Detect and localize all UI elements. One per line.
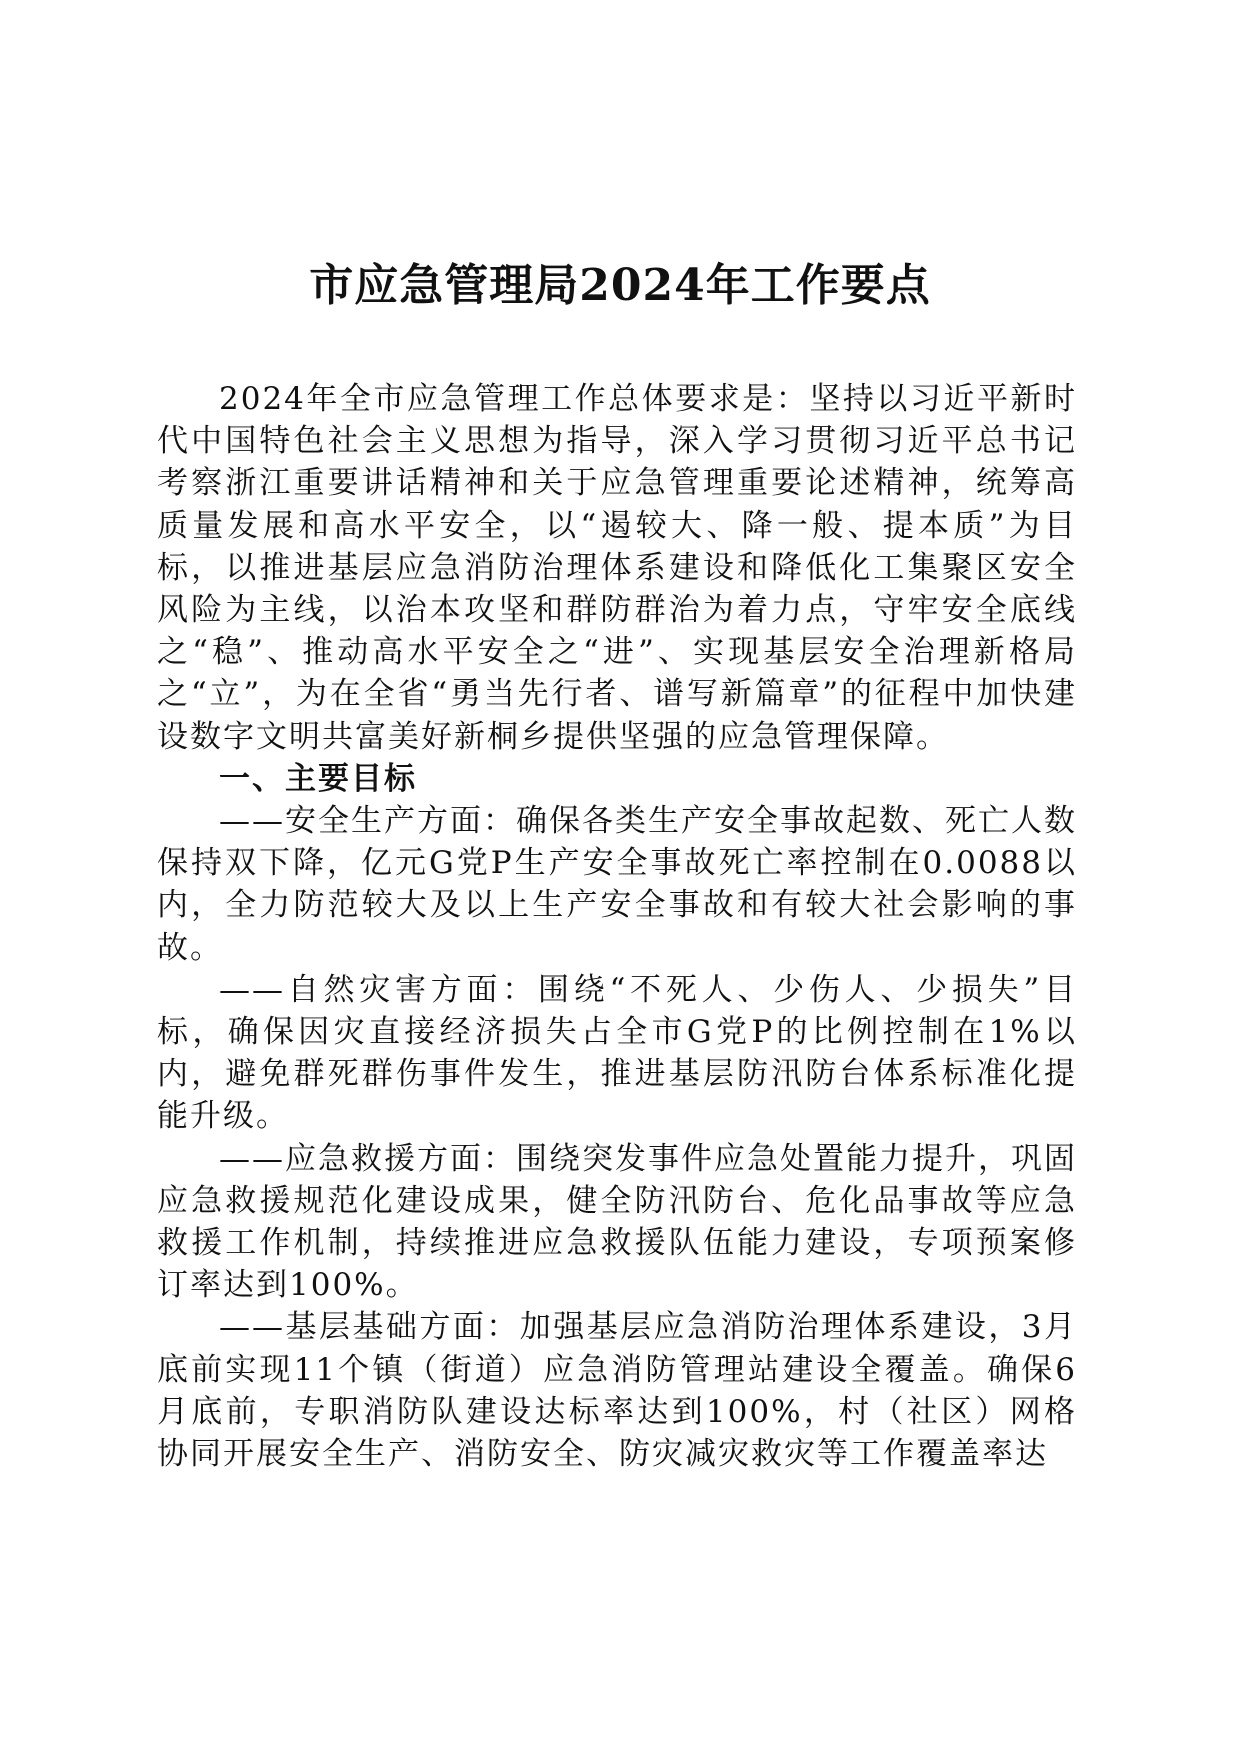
section-heading-main-goals: 一、主要目标 [219, 760, 417, 797]
intro-paragraph: 2024年全市应急管理工作总体要求是：坚持以习近平新时代中国特色社会主义思想为指导，深入学习贯彻习近平总书记考察浙江重要讲话精神和关于应急管理重要论述精神，统筹高质量发展和高水平安全，以“遏较大、降一般、提本质”为目标，以推进基层应急消防治理体系建设和降低化工集聚区安全风险为主线，以治本攻坚和群防群治为着力点，守牢安全底线之“稳”、推动高水平安全之“进”、实现基层安全治理新格局之“立”，为在全省“勇当先行者、谱写新篇章”的征程中加快建设数字文明共富美好新桐乡提供坚强的应急管理保障。 [157, 381, 1077, 755]
document-title: 市应急管理局2024年工作要点 [309, 260, 931, 311]
goal-paragraph-natural-disasters: ——自然灾害方面：围绕“不死人、少伤人、少损失”目标，确保因灾直接经济损失占全市G党P的比例控制在1%以内，避免群死群伤事件发生，推进基层防汛防台体系标准化提能升级。 [157, 971, 1077, 1135]
document-body [157, 378, 1077, 1475]
goal-paragraph-grassroots-foundation: ——基层基础方面：加强基层应急消防治理体系建设，3月底前实现11个镇（街道）应急消防管理站建设全覆盖。确保6月底前，专职消防队建设达标率达到100%，村（社区）网格协同开展安全生产、消防安全、防灾减灾救灾等工作覆盖率达 [157, 1309, 1077, 1473]
goal-paragraph-emergency-rescue: ——应急救援方面：围绕突发事件应急处置能力提升，巩固应急救援规范化建设成果，健全防汛防台、危化品事故等应急救援工作机制，持续推进应急救援队伍能力建设，专项预案修订率达到100%。 [157, 1140, 1077, 1304]
goal-paragraph-safety-production: ——安全生产方面：确保各类生产安全事故起数、死亡人数保持双下降，亿元G党P生产安全事故死亡率控制在0.0088以内，全力防范较大及以上生产安全事故和有较大社会影响的事故。 [157, 803, 1077, 966]
